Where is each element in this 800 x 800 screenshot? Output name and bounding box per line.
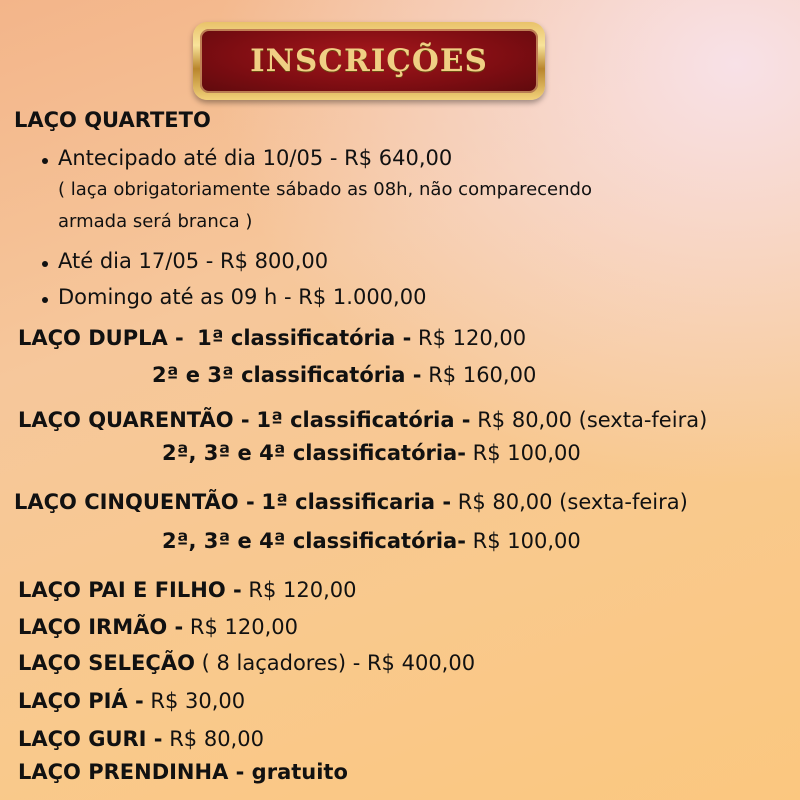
cinquentao-class-1: 1ª classificaria - [261,490,452,514]
dupla-line-1 [18,326,526,350]
dupla-class-2: 2ª e 3ª classificatória - [152,363,422,387]
quarteto-item-1: Antecipado até dia 10/05 - R$ 640,00 [58,146,453,170]
quarentao-price-2: R$ 100,00 [472,441,581,465]
list-item [18,727,264,751]
cinquentao-price-2: R$ 100,00 [472,529,581,553]
dupla-class-1: 1ª classificatória - [197,326,412,350]
category-price: R$ 120,00 [189,615,299,639]
category-price: R$ 30,00 [150,689,246,713]
dupla-line-2 [152,363,536,387]
cinquentao-label: LAÇO CINQUENTÃO - [14,490,255,514]
quarteto-item-2: Até dia 17/05 - R$ 800,00 [58,249,329,273]
dupla-price-1: R$ 120,00 [417,326,527,350]
category-label: LAÇO PAI E FILHO - [18,578,242,602]
quarentao-line-1 [18,408,707,432]
cinquentao-price-1: R$ 80,00 (sexta-feira) [457,490,688,514]
dupla-label: LAÇO DUPLA - [18,326,184,350]
category-label: LAÇO IRMÃO - [18,615,184,639]
cinquentao-line-2 [162,529,581,553]
quarteto-item-1-note-cont: armada será branca ) [58,211,253,232]
quarentao-class-1: 1ª classificatória - [256,408,471,432]
title-banner [193,22,545,100]
category-label: LAÇO PIÁ - [18,689,144,713]
category-price: R$ 120,00 [248,578,357,602]
category-label: LAÇO PRENDINHA - gratuito [18,760,348,784]
bullet-icon [42,261,48,267]
category-price: R$ 80,00 [169,727,264,751]
quarentao-label: LAÇO QUARENTÃO - [18,408,250,432]
category-label: LAÇO GURI - [18,727,163,751]
cinquentao-class-2: 2ª, 3ª e 4ª classificatória- [162,529,466,553]
quarentao-class-2: 2ª, 3ª e 4ª classificatória- [162,441,466,465]
quarteto-title: LAÇO QUARTETO [14,108,211,132]
quarteto-item-1-note: ( laça obrigatoriamente sábado as 08h, não comparecendo [58,179,592,200]
quarentao-price-1: R$ 80,00 (sexta-feira) [477,408,708,432]
quarentao-line-2 [162,441,581,465]
cinquentao-line-1 [14,490,688,514]
list-item [18,760,348,784]
bullet-icon [42,158,48,164]
bullet-icon [42,297,48,303]
quarteto-item-3: Domingo até as 09 h - R$ 1.000,00 [58,285,427,309]
list-item [18,689,245,713]
list-item [18,578,357,602]
page-title: INSCRIÇÕES [250,43,488,79]
list-item [18,615,298,639]
title-banner-inner [200,29,538,93]
category-label: LAÇO SELEÇÃO [18,651,195,675]
list-item [18,651,475,675]
dupla-price-2: R$ 160,00 [428,363,537,387]
category-price: ( 8 laçadores) - R$ 400,00 [201,651,476,675]
